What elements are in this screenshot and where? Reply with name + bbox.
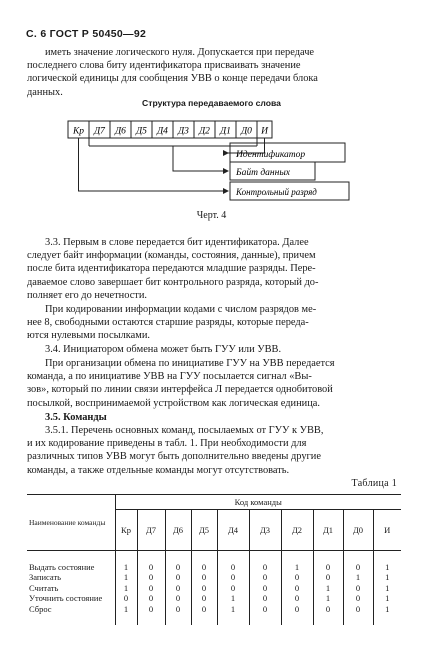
table-cell: 0 xyxy=(313,562,343,573)
command-name: Уточнить состояние xyxy=(29,593,103,603)
column-header: Д2 xyxy=(281,510,313,551)
text-line: иметь значение логического нуля. Допускается при передаче xyxy=(45,47,315,58)
table-cell: 0 xyxy=(191,572,217,583)
cell-kr: Кр xyxy=(72,126,85,137)
table-cell: 1 xyxy=(373,583,401,594)
section-heading-3-5: 3.5. Команды xyxy=(45,412,107,423)
table-cell: 0 xyxy=(249,593,281,604)
paragraph-3-5-1 xyxy=(27,424,323,477)
table-cell: 1 xyxy=(217,604,249,615)
table-cell: 0 xyxy=(165,572,191,583)
table-row xyxy=(27,593,401,604)
table-cell: 0 xyxy=(281,604,313,615)
table-cell: 0 xyxy=(249,583,281,594)
table-cell: 0 xyxy=(343,604,373,615)
table-cell: 1 xyxy=(115,562,137,573)
table-cell: 1 xyxy=(373,604,401,615)
diagram-title: Структура передаваемого слова xyxy=(142,98,281,108)
table-cell: 1 xyxy=(373,562,401,573)
table-cell: 0 xyxy=(115,593,137,604)
column-header: Д7 xyxy=(137,510,165,551)
text-line: логической единицы для сообщения УВВ о конце передачи блока xyxy=(27,73,318,85)
column-header: Д4 xyxy=(217,510,249,551)
label-control-bit: Контрольный разряд xyxy=(236,187,317,197)
table-cell: 0 xyxy=(313,572,343,583)
column-header: Д5 xyxy=(191,510,217,551)
table-cell: 1 xyxy=(115,604,137,615)
table-cell: 0 xyxy=(165,593,191,604)
table-cell: 0 xyxy=(165,583,191,594)
table-cell: 0 xyxy=(217,562,249,573)
column-header: Кр xyxy=(115,510,137,551)
table-cell: 0 xyxy=(249,562,281,573)
text-line: команда, а по инициативе УВВ на ГУУ посылается сигнал «Вы- xyxy=(27,371,312,383)
table-cell: 1 xyxy=(313,593,343,604)
text-line: последнего слова биту идентификатора присваивать значение xyxy=(27,60,301,72)
text-line: даваемое слово завершает бит контрольного разряда, который до- xyxy=(27,276,319,288)
arrow-icon xyxy=(223,168,229,174)
command-name: Записать xyxy=(29,572,62,582)
text-line: При организации обмена по инициативе ГУУ на УВВ передается xyxy=(45,358,335,369)
cell-d7: Д7 xyxy=(94,126,105,137)
table-cell: 0 xyxy=(165,604,191,615)
table-cell: 0 xyxy=(313,604,343,615)
column-header: Д6 xyxy=(165,510,191,551)
table-cell: 0 xyxy=(165,562,191,573)
figure-caption: Черт. 4 xyxy=(196,210,227,221)
table-cell: 1 xyxy=(115,572,137,583)
text-line: 3.3. Первым в слове передается бит идентификатора. Далее xyxy=(45,237,309,248)
arrow-icon xyxy=(223,188,229,194)
text-line: нее 8, свободными остаются старшие разряды, которые переда- xyxy=(27,317,309,329)
command-name: Выдать состояние xyxy=(29,561,95,572)
name-column-header: Наименование команды xyxy=(27,495,115,551)
table-cell: 1 xyxy=(313,583,343,594)
table-cell: 0 xyxy=(281,583,313,594)
table-cell: 0 xyxy=(137,583,165,594)
cell-d6: Д6 xyxy=(115,126,126,137)
table-row xyxy=(27,572,401,583)
table-cell: 0 xyxy=(191,562,217,573)
text-line: команды, а также отдельные команды могут отсутствовать. xyxy=(27,464,290,476)
text-line: следует байт информации (команды, состояния, данные), причем xyxy=(27,250,316,262)
paragraph-3-4: 3.4. Инициатором обмена может быть ГУУ или УВВ. xyxy=(45,344,282,355)
table-cell: 1 xyxy=(373,572,401,583)
table-cell: 0 xyxy=(191,593,217,604)
command-name: Считать xyxy=(29,582,59,593)
paragraph-coding xyxy=(27,303,316,343)
table-cell: 0 xyxy=(191,583,217,594)
table-cell: 0 xyxy=(137,593,165,604)
label-data-byte: Байт данных xyxy=(236,168,290,178)
text-line: полняет его до нечетности. xyxy=(27,289,147,301)
table-cell: 1 xyxy=(281,562,313,573)
table-row xyxy=(27,583,401,594)
cell-d1: Д1 xyxy=(220,126,231,137)
table-cell: 1 xyxy=(115,583,137,594)
column-header: Д1 xyxy=(313,510,343,551)
column-header: Д0 xyxy=(343,510,373,551)
cell-d5: Д5 xyxy=(136,126,147,137)
code-column-header: Код команды xyxy=(115,495,401,510)
table-label: Таблица 1 xyxy=(351,478,397,489)
text-line: различных типов УВВ могут быть дополнительно введены другие xyxy=(27,451,321,463)
column-header: И xyxy=(373,510,401,551)
text-line: ются нулевыми посылками. xyxy=(27,330,151,342)
table-cell: 0 xyxy=(249,572,281,583)
table-cell: 0 xyxy=(191,604,217,615)
cell-d4: Д4 xyxy=(157,126,168,137)
table-cell: 0 xyxy=(137,572,165,583)
label-identifier: Идентификатор xyxy=(236,150,306,160)
table-row xyxy=(27,604,401,615)
table-cell: 0 xyxy=(137,562,165,573)
arrow-icon xyxy=(223,150,229,156)
table-cell: 0 xyxy=(343,562,373,573)
cell-d3: Д3 xyxy=(178,126,189,137)
command-name: Сброс xyxy=(29,603,52,614)
column-header: Д3 xyxy=(249,510,281,551)
cell-d0: Д0 xyxy=(241,126,252,137)
text-line: При кодировании информации кодами с числом разрядов ме- xyxy=(45,304,317,315)
table-cell: 1 xyxy=(373,593,401,604)
table-cell: 1 xyxy=(343,572,373,583)
cell-i: И xyxy=(261,126,268,137)
table-cell: 0 xyxy=(281,572,313,583)
paragraph-organisation xyxy=(27,357,335,410)
table-cell: 0 xyxy=(343,583,373,594)
text-line: зов», который по линии связи интерфейса Л передается однобитовой xyxy=(27,384,333,396)
text-line: 3.5.1. Перечень основных команд, посылаемых от ГУУ к УВВ, xyxy=(45,425,324,436)
text-line: данных. xyxy=(27,86,63,98)
commands-table xyxy=(27,494,401,625)
cell-d2: Д2 xyxy=(199,126,210,137)
word-structure-diagram xyxy=(0,0,423,230)
paragraph-3-3 xyxy=(27,236,318,302)
page-header: С. 6 ГОСТ Р 50450—92 xyxy=(26,28,147,40)
text-line: посылкой, воспринимаемой устройством как логическая единица. xyxy=(27,397,320,409)
table-cell: 0 xyxy=(217,572,249,583)
text-line: после бита идентификатора передаются младшие разряды. Пере- xyxy=(27,263,316,275)
table-cell: 0 xyxy=(343,593,373,604)
text-line: и их кодирование приведены в табл. 1. При необходимости для xyxy=(27,438,307,450)
table-row xyxy=(27,562,401,573)
table-cell: 1 xyxy=(217,593,249,604)
table-cell: 0 xyxy=(281,593,313,604)
table-cell: 0 xyxy=(217,583,249,594)
table-cell: 0 xyxy=(249,604,281,615)
table-cell: 0 xyxy=(137,604,165,615)
